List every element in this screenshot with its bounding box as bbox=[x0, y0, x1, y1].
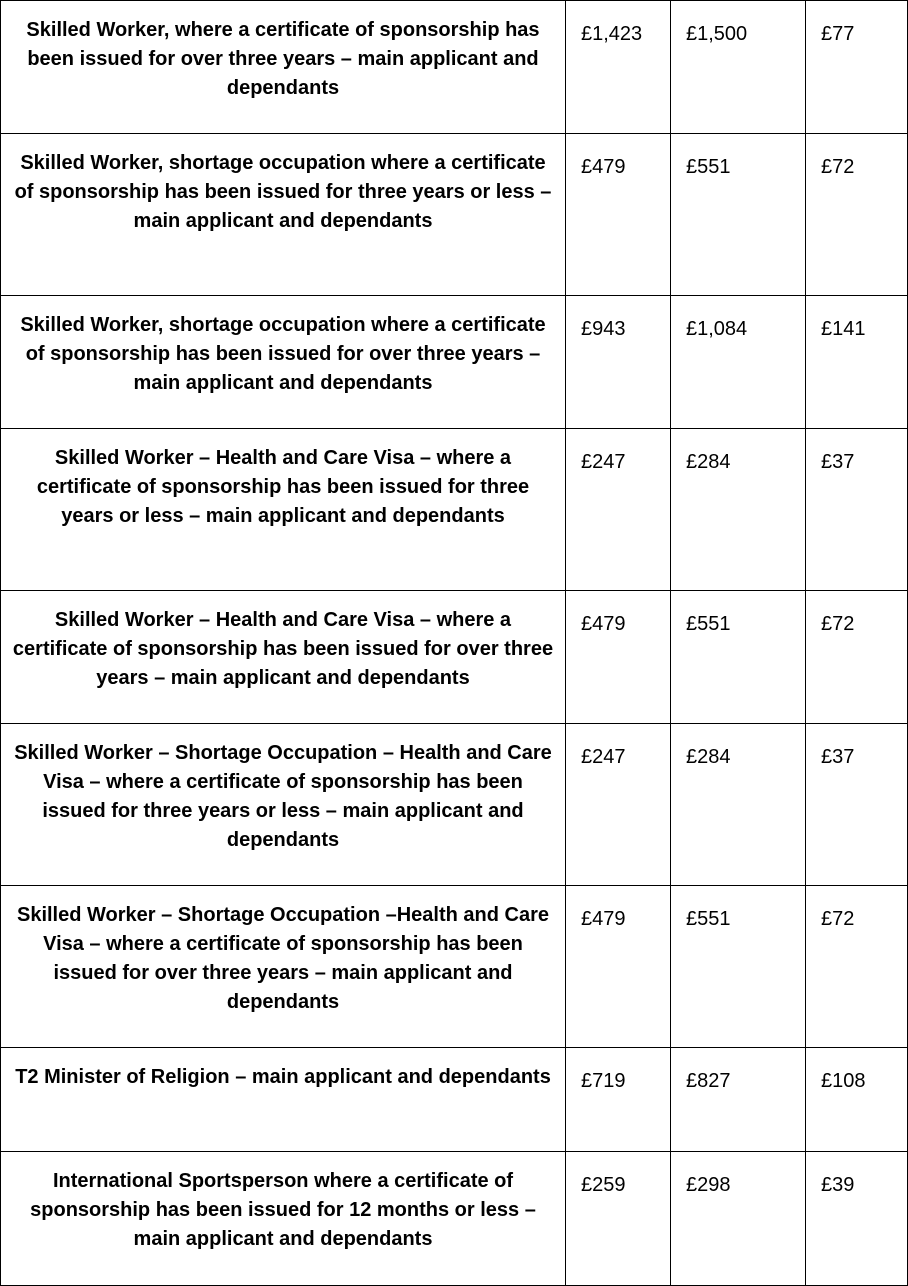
new-fee-cell: £551 bbox=[671, 591, 806, 724]
new-fee-cell: £298 bbox=[671, 1152, 806, 1286]
current-fee-cell: £479 bbox=[566, 134, 671, 296]
fee-change-cell: £37 bbox=[806, 429, 908, 591]
visa-description-cell: Skilled Worker – Health and Care Visa – where a certificate of sponsorship has been issued for over three years – main applicant and dependants bbox=[1, 591, 566, 724]
table-row bbox=[1, 724, 908, 886]
visa-description-cell: Skilled Worker, shortage occupation where a certificate of sponsorship has been issued for over three years – main applicant and dependants bbox=[1, 296, 566, 429]
table-row bbox=[1, 1, 908, 134]
fee-change-cell: £72 bbox=[806, 591, 908, 724]
fee-change-cell: £37 bbox=[806, 724, 908, 886]
fee-change-cell: £39 bbox=[806, 1152, 908, 1286]
current-fee-cell: £719 bbox=[566, 1048, 671, 1152]
current-fee-cell: £247 bbox=[566, 429, 671, 591]
visa-description-cell: Skilled Worker, where a certificate of sponsorship has been issued for over three years – main applicant and dependants bbox=[1, 1, 566, 134]
table-row bbox=[1, 429, 908, 591]
table-row bbox=[1, 296, 908, 429]
new-fee-cell: £1,084 bbox=[671, 296, 806, 429]
visa-description-cell: T2 Minister of Religion – main applicant and dependants bbox=[1, 1048, 566, 1152]
visa-description-cell: Skilled Worker, shortage occupation where a certificate of sponsorship has been issued for three years or less – main applicant and dependants bbox=[1, 134, 566, 296]
visa-description-cell: Skilled Worker – Shortage Occupation – Health and Care Visa – where a certificate of sponsorship has been issued for three years or less – main applicant and dependants bbox=[1, 724, 566, 886]
new-fee-cell: £284 bbox=[671, 429, 806, 591]
new-fee-cell: £284 bbox=[671, 724, 806, 886]
new-fee-cell: £551 bbox=[671, 886, 806, 1048]
visa-description-cell: International Sportsperson where a certificate of sponsorship has been issued for 12 months or less – main applicant and dependants bbox=[1, 1152, 566, 1286]
new-fee-cell: £551 bbox=[671, 134, 806, 296]
current-fee-cell: £259 bbox=[566, 1152, 671, 1286]
table-row bbox=[1, 886, 908, 1048]
current-fee-cell: £943 bbox=[566, 296, 671, 429]
fee-change-cell: £72 bbox=[806, 134, 908, 296]
visa-description-cell: Skilled Worker – Health and Care Visa – where a certificate of sponsorship has been issued for three years or less – main applicant and dependants bbox=[1, 429, 566, 591]
current-fee-cell: £479 bbox=[566, 591, 671, 724]
table-row bbox=[1, 591, 908, 724]
table-row bbox=[1, 1152, 908, 1286]
new-fee-cell: £1,500 bbox=[671, 1, 806, 134]
fee-change-cell: £72 bbox=[806, 886, 908, 1048]
table-row bbox=[1, 134, 908, 296]
table-row bbox=[1, 1048, 908, 1152]
current-fee-cell: £479 bbox=[566, 886, 671, 1048]
visa-description-cell: Skilled Worker – Shortage Occupation –Health and Care Visa – where a certificate of sponsorship has been issued for over three years – main applicant and dependants bbox=[1, 886, 566, 1048]
current-fee-cell: £1,423 bbox=[566, 1, 671, 134]
new-fee-cell: £827 bbox=[671, 1048, 806, 1152]
current-fee-cell: £247 bbox=[566, 724, 671, 886]
fee-change-cell: £77 bbox=[806, 1, 908, 134]
fee-change-cell: £141 bbox=[806, 296, 908, 429]
fee-change-cell: £108 bbox=[806, 1048, 908, 1152]
